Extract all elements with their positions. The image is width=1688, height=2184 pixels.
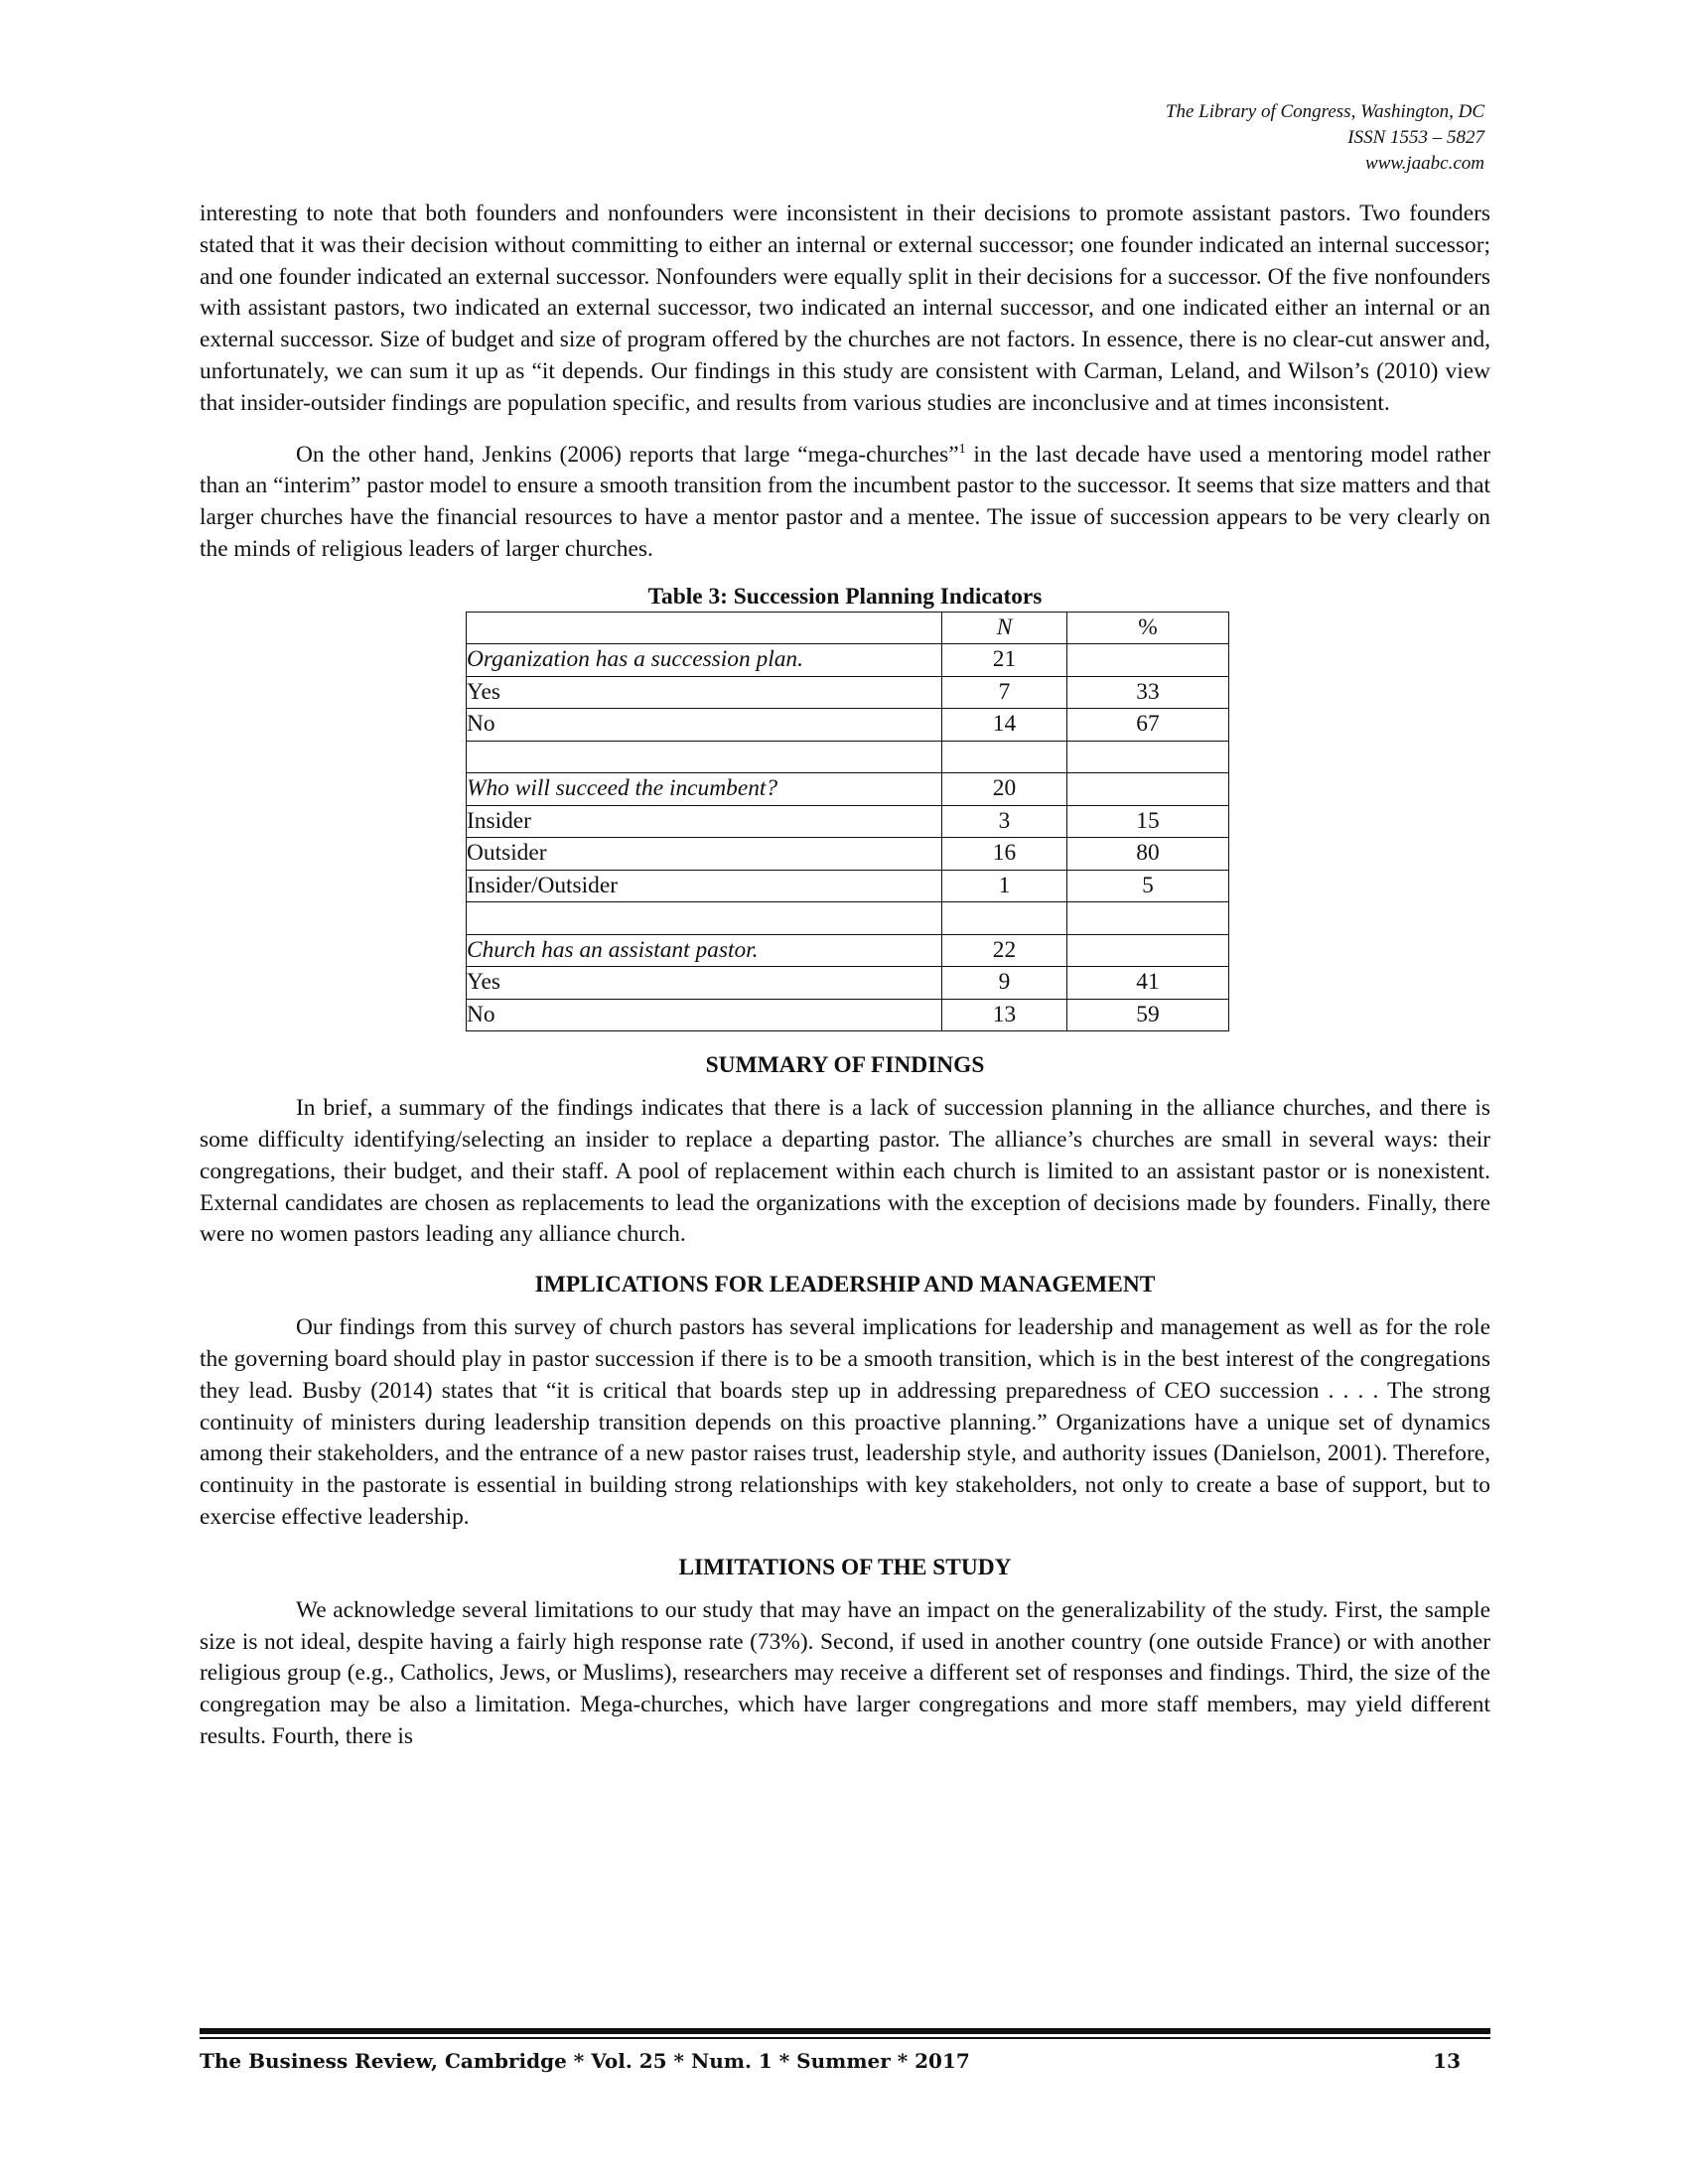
table-title: Table 3: Succession Planning Indicators [647, 583, 1043, 610]
row-n: 16 [942, 838, 1067, 871]
row-label: Church has an assistant pastor. [467, 934, 942, 967]
page-footer [200, 2028, 1490, 2073]
table-row [467, 741, 1229, 773]
table-row [467, 967, 1229, 1000]
row-n [942, 902, 1067, 935]
row-label: Insider/Outsider [467, 870, 942, 902]
footer-journal: The Business Review, Cambridge * Vol. 25 * Num. 1 * Summer * 2017 [200, 2048, 970, 2073]
paragraph-text: On the other hand, Jenkins (2006) reports that large “mega-churches” [296, 441, 959, 468]
table-row [467, 870, 1229, 902]
header-publisher: The Library of Congress, Washington, DC [1165, 101, 1484, 122]
row-pct [1067, 934, 1229, 967]
footer-rule-thick [200, 2028, 1490, 2034]
table-row [467, 773, 1229, 806]
paragraph-mega-churches [200, 440, 1490, 566]
row-label: No [467, 999, 942, 1031]
row-n: 21 [942, 644, 1067, 677]
footnote-marker: 1 [958, 441, 966, 457]
table-row [467, 805, 1229, 838]
header-website: www.jaabc.com [1365, 153, 1484, 174]
row-n: 9 [942, 967, 1067, 1000]
row-pct: 67 [1067, 709, 1229, 742]
table-header-n: N [942, 612, 1067, 644]
row-n [942, 741, 1067, 773]
row-pct [1067, 773, 1229, 806]
row-label: Insider [467, 805, 942, 838]
row-label: Who will succeed the incumbent? [467, 773, 942, 806]
section-heading-limitations: LIMITATIONS OF THE STUDY [678, 1554, 1012, 1580]
row-n: 22 [942, 934, 1067, 967]
row-pct: 5 [1067, 870, 1229, 902]
row-n: 20 [942, 773, 1067, 806]
table-row [467, 838, 1229, 871]
page-header [1166, 99, 1484, 177]
row-label: Outsider [467, 838, 942, 871]
row-pct [1067, 644, 1229, 677]
table-header-label [467, 612, 942, 644]
page-number: 13 [1433, 2048, 1461, 2073]
row-label: No [467, 709, 942, 742]
section-heading-implications: IMPLICATIONS FOR LEADERSHIP AND MANAGEMENT [534, 1272, 1156, 1298]
row-label [467, 741, 942, 773]
row-n: 14 [942, 709, 1067, 742]
table-row [467, 676, 1229, 709]
row-n: 7 [942, 676, 1067, 709]
paragraph-text: in the last decade have used a mentoring model rather than an “interim” pastor model to ensure a smooth transition from the incumbent pastor to the successor. It seems that size matters and that larger churches have the financial resources to have a mentor pastor and a mentee. The issue of succession appears to be very clearly on the minds of religious leaders of larger churches. [200, 441, 1491, 562]
section-heading-summary: SUMMARY OF FINDINGS [705, 1052, 985, 1079]
row-n: 3 [942, 805, 1067, 838]
row-pct: 80 [1067, 838, 1229, 871]
row-n: 1 [942, 870, 1067, 902]
table-row [467, 934, 1229, 967]
row-n: 13 [942, 999, 1067, 1031]
row-label [467, 902, 942, 935]
row-pct: 59 [1067, 999, 1229, 1031]
header-issn: ISSN 1553 – 5827 [1347, 127, 1484, 148]
footer-row [200, 2049, 1490, 2073]
succession-table [466, 612, 1229, 1032]
row-pct: 15 [1067, 805, 1229, 838]
paragraph-implications: Our findings from this survey of church pastors has several implications for leadership and management as well as for the role the governing board should play in pastor succession if there is to be a smooth transition, which is in the best interest of the congregations they lead. Busby (2014) states that “it is critical that boards step up in addressing preparedness of CEO succession . . . . The strong continuity of ministers during leadership transition depends on this proactive planning.” Organizations have a unique set of dynamics among their stakeholders, and the entrance of a new pastor raises trust, leadership style, and authority issues (Danielson, 2001). Therefore, continuity in the pastorate is essential in building strong relationships with key stakeholders, not only to create a base of support, but to exercise effective leadership. [200, 1314, 1490, 1531]
row-label: Yes [467, 676, 942, 709]
footer-rule-thin [200, 2037, 1490, 2039]
table-row [467, 902, 1229, 935]
article-body [200, 199, 1490, 1753]
row-pct: 41 [1067, 967, 1229, 1000]
row-label: Yes [467, 967, 942, 1000]
table-row [467, 644, 1229, 677]
row-pct [1067, 741, 1229, 773]
paragraph-continuation: interesting to note that both founders and nonfounders were inconsistent in their decisions to promote assistant pastors. Two founders stated that it was their decision without committing to either an internal or external successor; one founder indicated an internal successor; and one founder indicated an external successor. Nonfounders were equally split in their decisions for a successor. Of the five nonfounders with assistant pastors, two indicated an external successor, two indicated an internal successor, and one indicated either an internal or an external successor. Size of budget and size of program offered by the churches are not factors. In essence, there is no clear-cut answer and, unfortunately, we can sum it up as “it depends. Our findings in this study are consistent with Carman, Leland, and Wilson’s (2010) view that insider-outsider findings are population specific, and results from various studies are inconclusive and at times inconsistent. [200, 201, 1490, 416]
paragraph-limitations: We acknowledge several limitations to our study that may have an impact on the generalizability of the study. First, the sample size is not ideal, despite having a fairly high response rate (73%). Second, if used in another country (one outside France) or with another religious group (e.g., Catholics, Jews, or Muslims), researchers may receive a different set of responses and findings. Third, the size of the congregation may be also a limitation. Mega-churches, which have larger congregations and more staff members, may yield different results. Fourth, there is [200, 1596, 1490, 1750]
row-label: Organization has a succession plan. [467, 644, 942, 677]
table-row [467, 999, 1229, 1031]
row-pct [1067, 902, 1229, 935]
row-pct: 33 [1067, 676, 1229, 709]
table-row [467, 709, 1229, 742]
paragraph-summary: In brief, a summary of the findings indicates that there is a lack of succession planning in the alliance churches, and there is some difficulty identifying/selecting an insider to replace a departing pastor. The alliance’s churches are small in several ways: their congregations, their budget, and their staff. A pool of replacement within each church is limited to an assistant pastor or is nonexistent. External candidates are chosen as replacements to lead the organizations with the exception of decisions made by founders. Finally, there were no women pastors leading any alliance church. [200, 1095, 1490, 1248]
table-header-row [467, 612, 1229, 644]
table-header-pct: % [1067, 612, 1229, 644]
